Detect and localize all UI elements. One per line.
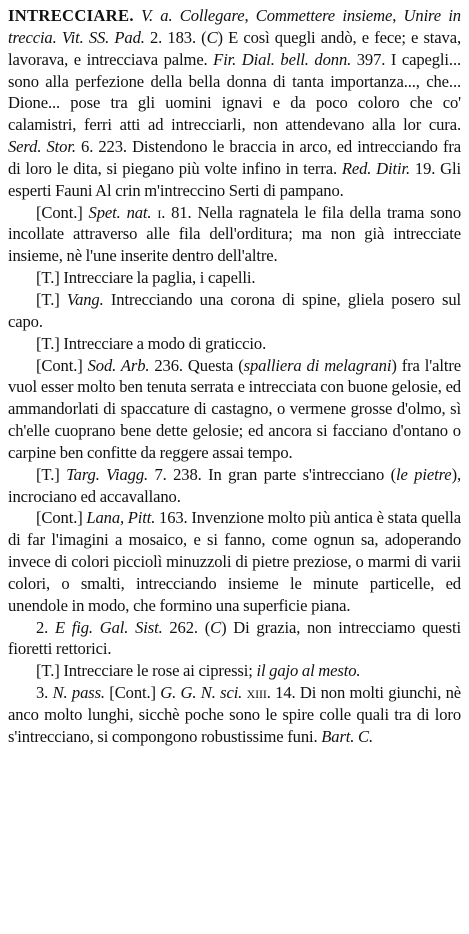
italic-text: Targ. Viagg. xyxy=(66,464,149,484)
italic-text: Bart. C. xyxy=(321,726,374,746)
text-run: ) E così quegli andò, e fece; e stava, lavorava, e intrecciava palme. xyxy=(8,27,465,69)
italic-text: G. G. N. sci. xyxy=(160,683,243,703)
italic-text: Serd. Stor. xyxy=(8,137,76,157)
text-run: 2. 183. ( xyxy=(144,27,207,47)
text-run: , xyxy=(392,6,404,25)
text-run: [Cont.] xyxy=(36,508,87,528)
text-run: ), incrociano ed accavallano. xyxy=(8,464,465,506)
entry-paragraph xyxy=(8,289,465,333)
entry-paragraph xyxy=(8,333,461,355)
text-run: 262. ( xyxy=(162,617,211,637)
italic-text: C xyxy=(210,617,222,637)
headword: INTRECCIARE. xyxy=(8,6,134,25)
text-run: 2. xyxy=(36,617,55,637)
entry-paragraph xyxy=(8,5,465,202)
text-run: 3. xyxy=(36,683,53,703)
text-run: 6. 223. Distendono le braccia in arco, ed intrecciando fra di loro le dita, si piegano più volte infino in terra. xyxy=(8,137,465,178)
text-run: [Cont.] xyxy=(36,355,88,375)
entry-paragraph xyxy=(8,464,465,508)
text-run: . 81. Nella ragnatela le fila della trama sono incollate attraverso alle fila dell'orditura; ma non già intrecciate insieme, nè l'une inserite dentro dell'altre. xyxy=(8,202,465,266)
text-run: 7. 238. In gran parte s'intrecciano ( xyxy=(148,464,397,484)
text-run xyxy=(134,6,141,25)
text-run: Intrecciando una corona di spine, gliela posero sul capo. xyxy=(8,289,465,331)
text-run: 19. Gli esperti Fauni Al crin m'intreccino Serti di pampano. xyxy=(8,158,465,200)
italic-text: Red. Ditir. xyxy=(341,158,411,178)
text-run: 397. I capegli... sono alla perfezione della bella donna di tanta importanza..., che... Dione... pose tra gli uomini ignavi e da poco coloro che co' calamistri, ferri atti ad intrecciarli, non attendevano alla lor cura. xyxy=(8,49,465,135)
italic-text: Vang. xyxy=(66,289,104,309)
italic-text: E fig. Gal. Sist. xyxy=(54,617,163,637)
text-run: ) Di grazia, non intrecciamo questi fioretti rettorici. xyxy=(8,617,465,659)
italic-text: le pietre xyxy=(396,464,452,484)
italic-text: Spet. nat. xyxy=(88,202,152,222)
text-run: [T.] Intrecciare a modo di graticcio. xyxy=(36,333,267,353)
entry-paragraph xyxy=(8,682,465,748)
dictionary-entry xyxy=(8,5,465,748)
italic-text: Fir. Dial. bell. donn. xyxy=(213,49,352,69)
italic-text: spalliera di melagrani xyxy=(243,355,392,375)
entry-paragraph xyxy=(8,617,465,661)
text-run: xiii xyxy=(246,683,267,703)
italic-text: Lana, Pitt. xyxy=(86,508,156,528)
entry-paragraph xyxy=(8,507,465,616)
text-run: [T.] Intrecciare la paglia, i capelli. xyxy=(36,268,256,288)
text-run: 236. Questa ( xyxy=(149,355,244,375)
entry-paragraph xyxy=(8,267,461,289)
italic-text: V. a. Collegare xyxy=(141,6,245,25)
italic-text: il gajo al mesto. xyxy=(256,661,361,681)
entry-paragraph xyxy=(8,202,465,268)
text-run: i xyxy=(157,202,162,222)
text-run: 163. Invenzione molto più antica è stata quella di far l'imagini a mosaico, e si fanno, come ognun sa, adoperando invece di colori picciolì minuzzoli di pietre preziose, o marmi di varii colori, o smalti, intrecciando insieme le minute particelle, ed unendole in modo, che formino una superficie piana. xyxy=(8,508,465,615)
text-run: . 14. Di non molti giunchi, nè anco molto lunghi, sicchè poche sono le spire colle quali tra di loro s'intrecciano, si compongono robustissime funi. xyxy=(8,683,465,746)
italic-text: Sod. Arb. xyxy=(87,355,150,375)
italic-text: Commettere insieme xyxy=(255,6,393,25)
entry-paragraph xyxy=(8,660,461,682)
text-run: [T.] xyxy=(36,464,67,484)
italic-text: Unire in treccia. Vit. SS. Pad. xyxy=(8,6,465,47)
text-run: ) fra l'altre vuol esser molto ben tenuta serrata e intrecciata con buone gelosie, ed ammandorlati di spaccature di castagno, o vermene grosse d'olmo, sì ch'elle cuoprano bene dette gelosie; ed ancora si facciano d'ontano o carpine ben confitte da reggere assai tempo. xyxy=(8,355,465,462)
italic-text: C xyxy=(206,27,218,47)
text-run: [T.] xyxy=(36,289,67,309)
italic-text: N. pass. xyxy=(52,683,105,703)
text-run: [Cont.] xyxy=(104,683,161,703)
text-run: [T.] Intrecciare le rose ai cipressi; xyxy=(36,661,257,681)
text-run: , xyxy=(244,6,256,25)
entry-paragraph xyxy=(8,355,465,464)
text-run: [Cont.] xyxy=(36,202,89,222)
